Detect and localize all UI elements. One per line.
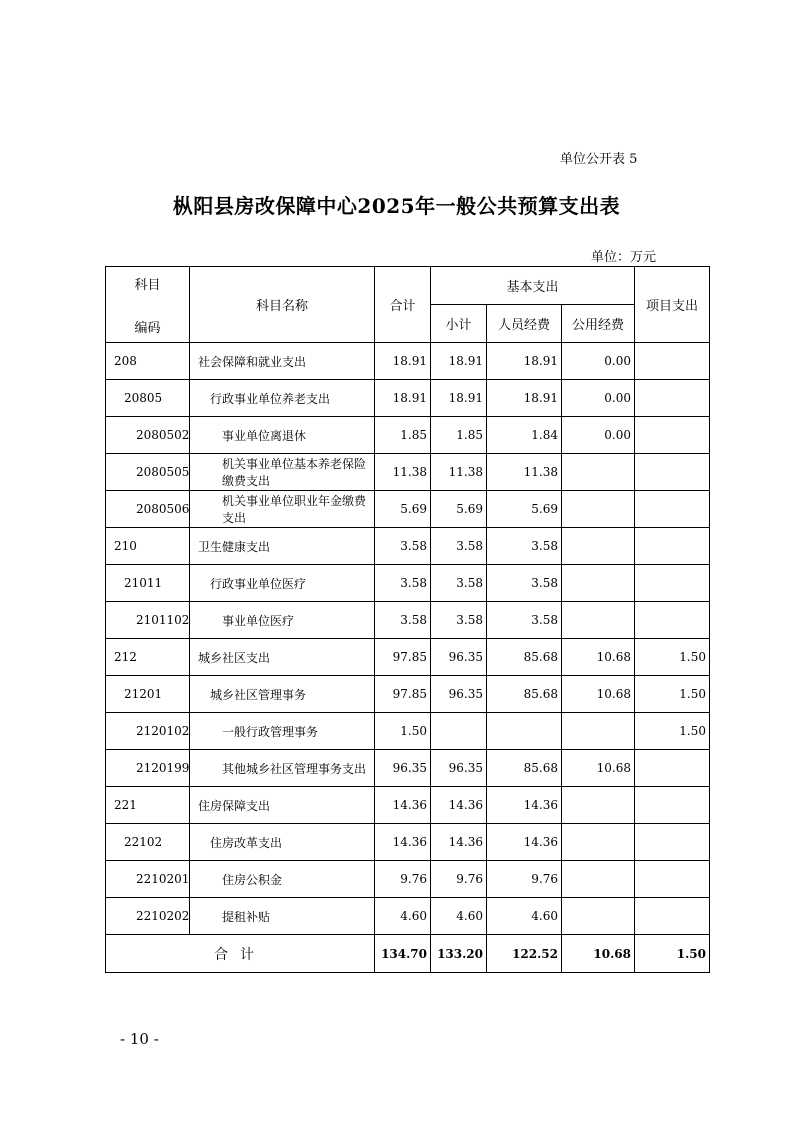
cell-public	[562, 861, 635, 898]
cell-total: 3.58	[375, 528, 431, 565]
cell-total: 14.36	[375, 824, 431, 861]
cell-project	[635, 343, 710, 380]
cell-name: 行政事业单位养老支出	[190, 380, 375, 417]
cell-subtotal: 96.35	[431, 676, 487, 713]
cell-code: 212	[106, 639, 190, 676]
total-total: 134.70	[375, 935, 431, 973]
cell-subtotal: 14.36	[431, 824, 487, 861]
page-title: 枞阳县房改保障中心2025年一般公共预算支出表	[172, 194, 621, 218]
cell-project	[635, 417, 710, 454]
cell-subtotal: 96.35	[431, 639, 487, 676]
cell-personnel: 85.68	[487, 639, 562, 676]
header-code-top: 科目	[134, 277, 161, 293]
cell-code: 21201	[106, 676, 190, 713]
header-code-bottom: 编码	[134, 320, 161, 336]
cell-name: 城乡社区支出	[190, 639, 375, 676]
table-row	[106, 380, 710, 417]
cell-code: 2080502	[106, 417, 190, 454]
cell-personnel: 18.91	[487, 380, 562, 417]
budget-table	[105, 266, 710, 973]
cell-total: 97.85	[375, 639, 431, 676]
cell-subtotal	[431, 713, 487, 750]
cell-public	[562, 454, 635, 491]
cell-name: 事业单位医疗	[190, 602, 375, 639]
total-public: 10.68	[562, 935, 635, 973]
cell-name: 住房公积金	[190, 861, 375, 898]
header-total: 合计	[375, 267, 431, 343]
cell-subtotal: 11.38	[431, 454, 487, 491]
table-row	[106, 639, 710, 676]
cell-personnel: 3.58	[487, 602, 562, 639]
cell-public	[562, 824, 635, 861]
cell-project	[635, 861, 710, 898]
table-row	[106, 454, 710, 491]
cell-code: 2120102	[106, 713, 190, 750]
total-label: 合计	[106, 935, 375, 973]
cell-subtotal: 18.91	[431, 343, 487, 380]
table-row	[106, 898, 710, 935]
header-code	[106, 267, 190, 343]
total-subtotal: 133.20	[431, 935, 487, 973]
cell-personnel: 85.68	[487, 750, 562, 787]
cell-total: 18.91	[375, 380, 431, 417]
cell-personnel: 85.68	[487, 676, 562, 713]
cell-total: 14.36	[375, 787, 431, 824]
table-row	[106, 491, 710, 528]
header-name: 科目名称	[190, 267, 375, 343]
cell-subtotal: 3.58	[431, 565, 487, 602]
cell-public: 10.68	[562, 639, 635, 676]
cell-total: 97.85	[375, 676, 431, 713]
cell-public	[562, 602, 635, 639]
cell-personnel: 11.38	[487, 454, 562, 491]
table-row	[106, 676, 710, 713]
table-row	[106, 861, 710, 898]
cell-name: 机关事业单位职业年金缴费支出	[190, 491, 375, 528]
cell-name: 其他城乡社区管理事务支出	[190, 750, 375, 787]
cell-personnel: 14.36	[487, 824, 562, 861]
cell-public: 10.68	[562, 750, 635, 787]
page-number: - 10 -	[120, 1030, 159, 1048]
cell-total: 9.76	[375, 861, 431, 898]
cell-project: 1.50	[635, 676, 710, 713]
cell-name: 社会保障和就业支出	[190, 343, 375, 380]
cell-subtotal: 3.58	[431, 602, 487, 639]
cell-subtotal: 3.58	[431, 528, 487, 565]
cell-name: 卫生健康支出	[190, 528, 375, 565]
cell-name: 行政事业单位医疗	[190, 565, 375, 602]
cell-code: 21011	[106, 565, 190, 602]
cell-personnel: 14.36	[487, 787, 562, 824]
cell-public	[562, 528, 635, 565]
cell-name: 城乡社区管理事务	[190, 676, 375, 713]
header-public: 公用经费	[562, 305, 635, 343]
table-row	[106, 565, 710, 602]
cell-project	[635, 491, 710, 528]
cell-code: 2210202	[106, 898, 190, 935]
cell-name: 一般行政管理事务	[190, 713, 375, 750]
cell-project	[635, 380, 710, 417]
unit-label: 单位：万元	[590, 250, 656, 265]
cell-code: 2210201	[106, 861, 190, 898]
cell-total: 3.58	[375, 565, 431, 602]
cell-name: 机关事业单位基本养老保险缴费支出	[190, 454, 375, 491]
cell-project	[635, 824, 710, 861]
cell-code: 210	[106, 528, 190, 565]
table-row	[106, 417, 710, 454]
cell-public	[562, 713, 635, 750]
table-row	[106, 750, 710, 787]
cell-total: 11.38	[375, 454, 431, 491]
header-row	[106, 267, 710, 305]
cell-total: 1.50	[375, 713, 431, 750]
cell-code: 2101102	[106, 602, 190, 639]
cell-subtotal: 9.76	[431, 861, 487, 898]
cell-total: 5.69	[375, 491, 431, 528]
cell-project: 1.50	[635, 639, 710, 676]
cell-project	[635, 750, 710, 787]
table-row	[106, 713, 710, 750]
cell-name: 事业单位离退休	[190, 417, 375, 454]
cell-personnel: 18.91	[487, 343, 562, 380]
form-number: 单位公开表 5	[560, 152, 638, 167]
cell-personnel: 5.69	[487, 491, 562, 528]
cell-personnel	[487, 713, 562, 750]
table-row	[106, 602, 710, 639]
header-project: 项目支出	[635, 267, 710, 343]
cell-code: 20805	[106, 380, 190, 417]
cell-code: 208	[106, 343, 190, 380]
total-project: 1.50	[635, 935, 710, 973]
cell-personnel: 3.58	[487, 565, 562, 602]
cell-subtotal: 18.91	[431, 380, 487, 417]
cell-personnel: 9.76	[487, 861, 562, 898]
cell-personnel: 1.84	[487, 417, 562, 454]
total-row	[106, 935, 710, 973]
cell-subtotal: 96.35	[431, 750, 487, 787]
cell-total: 96.35	[375, 750, 431, 787]
cell-project	[635, 898, 710, 935]
cell-project	[635, 787, 710, 824]
cell-project	[635, 528, 710, 565]
cell-code: 2080505	[106, 454, 190, 491]
cell-code: 2120199	[106, 750, 190, 787]
header-basic-group: 基本支出	[431, 267, 635, 305]
cell-total: 18.91	[375, 343, 431, 380]
cell-public	[562, 787, 635, 824]
header-subtotal: 小计	[431, 305, 487, 343]
cell-public: 0.00	[562, 417, 635, 454]
cell-project	[635, 454, 710, 491]
cell-public: 0.00	[562, 380, 635, 417]
cell-name: 提租补贴	[190, 898, 375, 935]
cell-public	[562, 898, 635, 935]
header-personnel: 人员经费	[487, 305, 562, 343]
cell-personnel: 4.60	[487, 898, 562, 935]
table-row	[106, 787, 710, 824]
cell-code: 2080506	[106, 491, 190, 528]
cell-project	[635, 602, 710, 639]
cell-project	[635, 565, 710, 602]
cell-public	[562, 565, 635, 602]
table-row	[106, 824, 710, 861]
cell-public: 10.68	[562, 676, 635, 713]
total-personnel: 122.52	[487, 935, 562, 973]
cell-code: 22102	[106, 824, 190, 861]
cell-name: 住房保障支出	[190, 787, 375, 824]
cell-total: 4.60	[375, 898, 431, 935]
cell-code: 221	[106, 787, 190, 824]
cell-subtotal: 5.69	[431, 491, 487, 528]
cell-name: 住房改革支出	[190, 824, 375, 861]
cell-public	[562, 491, 635, 528]
table-row	[106, 343, 710, 380]
cell-subtotal: 1.85	[431, 417, 487, 454]
cell-project: 1.50	[635, 713, 710, 750]
cell-total: 3.58	[375, 602, 431, 639]
cell-personnel: 3.58	[487, 528, 562, 565]
cell-public: 0.00	[562, 343, 635, 380]
table-body	[106, 343, 710, 935]
table-row	[106, 528, 710, 565]
cell-total: 1.85	[375, 417, 431, 454]
cell-subtotal: 14.36	[431, 787, 487, 824]
cell-subtotal: 4.60	[431, 898, 487, 935]
